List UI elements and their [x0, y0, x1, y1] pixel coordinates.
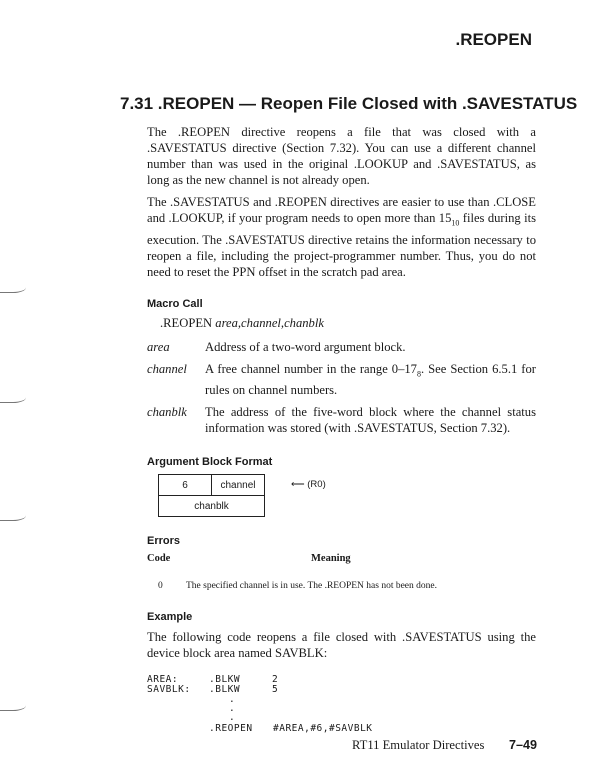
col-meaning: Meaning: [311, 553, 351, 565]
macro-call: .REOPEN area,channel,chanblk: [160, 315, 324, 330]
margin-mark: [0, 510, 26, 521]
error-meaning: The specified channel is in use. The .REOPEN has not been done.: [186, 581, 437, 592]
macro-call-heading: Macro Call: [147, 297, 203, 310]
margin-mark: [0, 282, 26, 293]
argument-chanblk: chanblk The address of the five-word block where the channel status information was stored (with .SAVESTATUS, Section 7.32).: [147, 405, 536, 436]
errors-heading: Errors: [147, 535, 181, 548]
col-code: Code: [147, 553, 171, 565]
paragraph: The .SAVESTATUS and .REOPEN directives are easier to use than .CLOSE and .LOOKUP, if your program needs to open more than $15_{10}$ files during its execution. The .SAVESTATUS directive retains the information necessary to reopen a file, including the project-programmer number. Thus, you do not need to reset the PPN offset in the scratch pad area.: [147, 195, 536, 279]
block-cell: chanblk: [159, 496, 265, 517]
footer-title: RT11 Emulator Directives: [352, 738, 485, 752]
paragraph: The .REOPEN directive reopens a file that was closed with a .SAVESTATUS directive (Section 7.32). You can use a different channel number than was used in the original .LOOKUP and .SAVESTATUS, as long as the new channel is not already open.: [147, 125, 536, 187]
block-cell: channel: [212, 475, 265, 496]
argument-channel: channel A free channel number in the range $0-17_8$. See Section 6.5.1 for rules on channel numbers.: [147, 361, 536, 398]
code-listing: AREA: .BLKW 2 SAVBLK: .BLKW 5 . . . .REOPEN #AREA,#6,#SAVBLK: [147, 674, 373, 735]
margin-mark: [0, 700, 26, 711]
page-number: 7–49: [509, 738, 538, 752]
arrow-left-icon: ⟵: [291, 479, 305, 491]
pointer-label: ⟵ (R0): [291, 479, 326, 491]
argument-block-row: [158, 474, 536, 517]
errors-header: [147, 553, 536, 567]
margin-mark: [0, 392, 26, 403]
example-text: The following code reopens a file closed with .SAVESTATUS using the device block area named SAVBLK:: [147, 630, 536, 661]
argument-area: area Address of a two-word argument block.: [147, 339, 406, 354]
main-column: [147, 124, 536, 734]
error-row: [158, 581, 536, 591]
example-heading: Example: [147, 611, 193, 624]
running-title: .REOPEN: [455, 30, 532, 49]
error-code: 0: [158, 581, 163, 592]
section-title: 7.31 .REOPEN — Reopen File Closed with .SAVESTATUS: [120, 94, 578, 113]
argument-block-diagram: [158, 474, 265, 517]
argument-block-heading: Argument Block Format: [147, 456, 273, 469]
block-cell: 6: [159, 475, 212, 496]
